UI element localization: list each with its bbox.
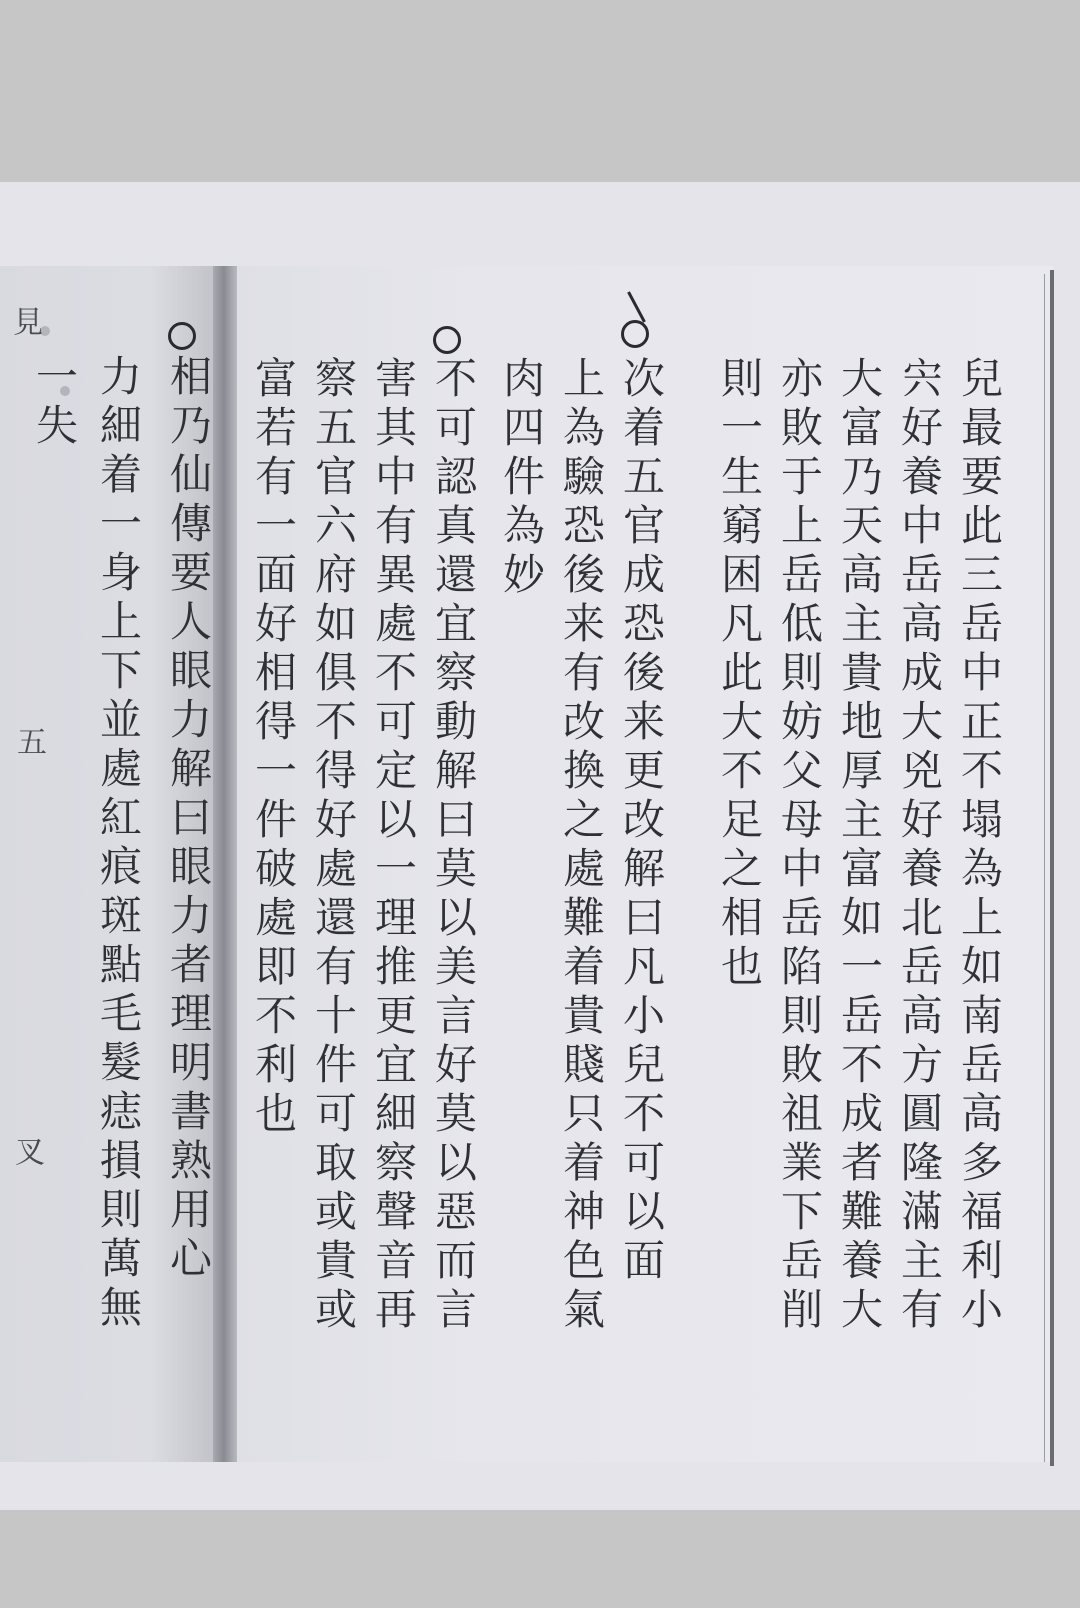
page-edge <box>1050 270 1054 1466</box>
right-page <box>237 266 1053 1462</box>
scanned-page-image <box>0 182 1080 1510</box>
page-edge-line <box>1044 274 1045 1462</box>
text-column: 一失 <box>30 354 79 452</box>
edge-fragment: 五 <box>11 726 46 756</box>
text-column: 肉四件為妙 <box>497 356 546 601</box>
text-column: 亦敗于上岳低則妨父母中岳陷則敗祖業下岳削 <box>775 356 824 1336</box>
text-column: 力細着一身上下並處紅痕斑點毛髮痣損則萬無 <box>94 354 143 1334</box>
text-column: 則一生窮困凡此大不足之相也 <box>715 356 764 993</box>
book-gutter <box>213 266 237 1462</box>
text-column: 察五官六府如俱不得好處還有十件可取或貴或 <box>309 356 358 1336</box>
text-column: 富若有一面好相得一件破處即不利也 <box>249 356 298 1140</box>
text-column: 大富乃天高主貴地厚主富如一岳不成者難養大 <box>835 356 884 1336</box>
paragraph-circle-mark <box>433 326 461 354</box>
text-column: 次着五官成恐後来更改解曰凡小兒不可以面 <box>617 356 666 1287</box>
edge-fragment: 叉 <box>9 1136 44 1166</box>
text-column: 兒最要此三岳中正不塌為上如南岳高多福利小 <box>955 356 1004 1336</box>
text-column: 上為驗恐後来有改換之處難着貴賤只着神色氣 <box>557 356 606 1336</box>
text-column: 宍好養中岳高成大兇好養北岳高方圓隆滿主有 <box>895 356 944 1336</box>
text-column: 不可認真還宜察動解曰莫以美言好莫以惡而言 <box>429 356 478 1336</box>
paragraph-circle-mark <box>621 320 649 348</box>
text-column: 害其中有異處不可定以一理推更宜細察聲音再 <box>369 356 418 1336</box>
paragraph-circle-mark <box>168 322 196 350</box>
left-page <box>0 266 215 1462</box>
edge-fragment: 見 <box>7 306 42 336</box>
tick-mark <box>627 291 646 322</box>
text-column: 相乃仙傳要人眼力解曰眼力者理明書熟用心 <box>164 354 213 1285</box>
